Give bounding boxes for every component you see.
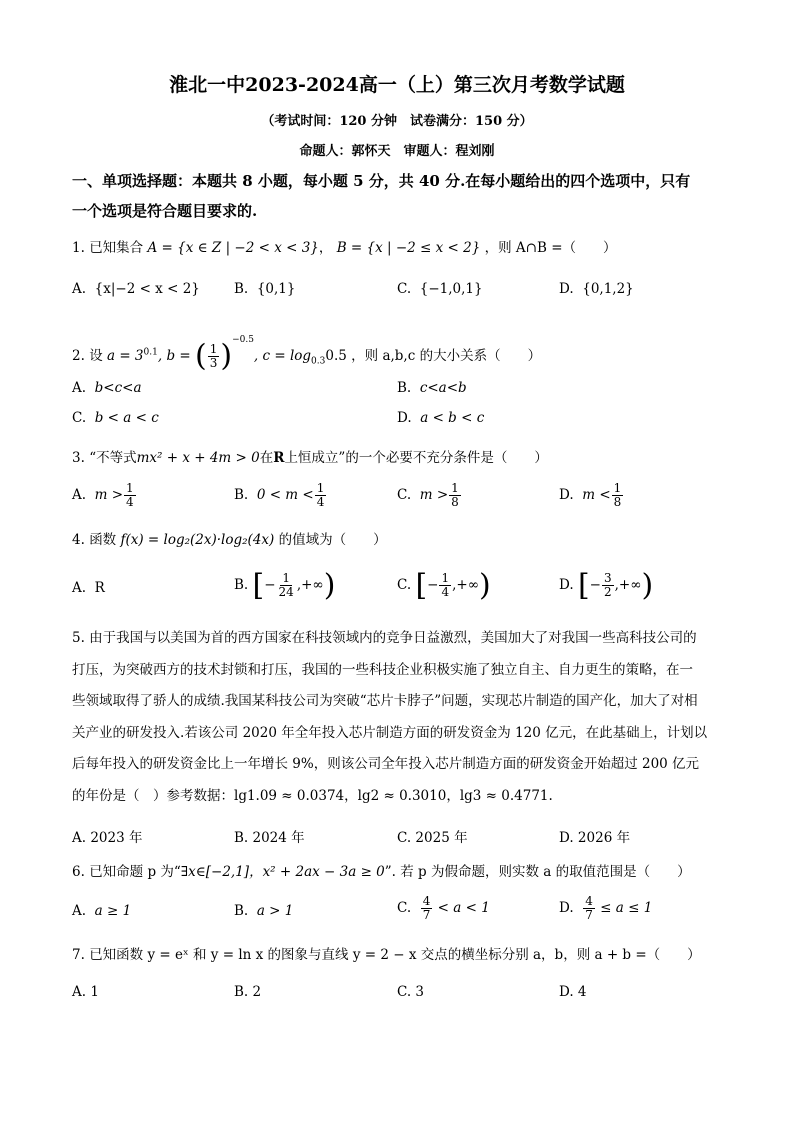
expr-a: a = 3 — [106, 348, 144, 364]
section-heading-line1: 一、单项选择题：本题共 8 小题，每小题 5 分，共 40 分.在每小题给出的四个选项中，只有 — [72, 172, 691, 190]
q4-option-b: B. [− $\frac{1}{24}$ ,+∞) — [234, 568, 336, 603]
question-text: 函数 — [89, 532, 117, 548]
q6-option-a: A. a ≥ 1 — [72, 903, 132, 919]
real-set: R — [273, 450, 285, 466]
q7-option-b: B. 2 — [234, 984, 262, 1000]
page-title: 淮北一中2023-2024高一（上）第三次月考数学试题 — [169, 74, 625, 96]
q2-option-c: C. b < a < c — [72, 410, 159, 426]
question-number: 4. — [72, 532, 85, 548]
question-ask: ，则 a,b,c 的大小关系（ ） — [351, 348, 542, 364]
q3-option-c: C. m > $\frac{1}{8}$ — [397, 481, 459, 509]
log-base: 0.3 — [311, 356, 326, 367]
question-number: 7. — [72, 947, 85, 963]
exam-authors: 命题人：郭怀天 审题人：程刘刚 — [299, 144, 495, 159]
question-text: “不等式 — [89, 450, 137, 466]
exam-meta: （考试时间：120 分钟 试卷满分：150 分） — [261, 114, 533, 129]
question-ask: ，则 A∩B =（ ） — [484, 240, 617, 256]
q3-option-b: B. 0 < m < $\frac{1}{4}$ — [234, 481, 325, 509]
set-b: B = {x | −2 ≤ x < 2} — [336, 240, 481, 256]
expr-b: , b = — [157, 348, 191, 364]
option-value: {−1,0,1} — [419, 281, 483, 297]
q1-option-c: C. {−1,0,1} — [397, 281, 483, 297]
question-1 — [72, 238, 617, 258]
question-text: 已知函数 y = eˣ 和 y = ln x 的图象与直线 y = 2 − x 交点的横坐标分别 a，b，则 a + b =（ ） — [89, 947, 701, 963]
fraction: $\frac{1}{3}$ — [209, 342, 218, 370]
expr-c: , c = log — [253, 348, 312, 364]
question-2 — [72, 320, 541, 382]
question-number: 6. — [72, 864, 85, 880]
exponent: 0.1 — [143, 347, 158, 358]
question-3: 3. “不等式mx² + x + 4m > 0在R上恒成立”的一个必要不充分条件是（ ） — [72, 450, 548, 466]
question-text: 设 — [89, 348, 103, 364]
q7-option-a: A. 1 — [72, 984, 99, 1000]
paren-close: ) — [220, 338, 233, 374]
option-value: {0,1} — [256, 281, 296, 297]
q5-option-a: A. 2023 年 — [72, 830, 143, 846]
q1-option-d: D. {0,1,2} — [559, 281, 634, 297]
q6-option-d: D. $\frac{4}{7}$ ≤ a ≤ 1 — [559, 894, 653, 922]
section-heading-line2: 一个选项是符合题目要求的. — [72, 202, 258, 220]
q7-option-c: C. 3 — [397, 984, 425, 1000]
paren-open: ( — [194, 338, 207, 374]
q4-option-c: C. [− $\frac{1}{4}$ ,+∞) — [397, 568, 491, 603]
q3-option-a: A. m > $\frac{1}{4}$ — [72, 481, 134, 509]
question-text: 已知命题 p 为“ — [89, 864, 181, 880]
question-number: 3. — [72, 450, 85, 466]
question-7 — [72, 945, 701, 965]
q3-option-d: D. m < $\frac{1}{8}$ — [559, 481, 622, 509]
question-number: 1. — [72, 240, 85, 256]
q5-option-b: B. 2024 年 — [234, 830, 305, 846]
q2-option-b: B. c<a<b — [397, 380, 467, 396]
inequality: mx² + x + 4m > 0 — [136, 450, 260, 466]
q2-option-a: A. b<c<a — [72, 380, 142, 396]
separator: ， — [318, 240, 333, 256]
q1-option-a: A. {x|−2 < x < 2} — [72, 281, 200, 297]
exponent: −0.5 — [232, 335, 254, 345]
q2-option-d: D. a < b < c — [397, 410, 485, 426]
option-value: {x|−2 < x < 2} — [94, 281, 200, 297]
function-expr: f(x) = log₂(2x)·log₂(4x) — [120, 532, 275, 548]
q4-option-d: D. [− $\frac{3}{2}$ ,+∞) — [559, 568, 654, 603]
question-6: 6. 已知命题 p 为“∃x∈[−2,1]，x² + 2ax − 3a ≥ 0”. 若 p 为假命题，则实数 a 的取值范围是（ ） — [72, 864, 691, 880]
q5-option-c: C. 2025 年 — [397, 830, 468, 846]
set-a: A = {x ∈ Z | −2 < x < 3} — [147, 240, 319, 256]
q4-option-a: A. R — [72, 580, 105, 596]
log-arg: 0.5 — [325, 348, 347, 364]
q5-option-d: D. 2026 年 — [559, 830, 631, 846]
q6-option-c: C. $\frac{4}{7}$ < a < 1 — [397, 894, 490, 922]
proposition-expr: ∃x∈[−2,1]，x² + 2ax − 3a ≥ 0 — [180, 864, 385, 880]
option-value: {0,1,2} — [582, 281, 634, 297]
q1-option-b: B. {0,1} — [234, 281, 296, 297]
question-text: 已知集合 — [89, 240, 144, 256]
q6-option-b: B. a > 1 — [234, 903, 294, 919]
question-ask: 的值域为（ ） — [278, 532, 387, 548]
question-5: 5. 由于我国与以美国为首的西方国家在科技领域内的竞争日益激烈，美国加大了对我国一些高科技公司的 打压，为突破西方的技术封锁和打压，我国的一些科技企业积极实施了独立自主、自力更生的策略，在一 些领域取得了骄人的成绩.我国某科技公司为突破“芯片卡脖子”问题，实现芯片制造的国产化，加大了对相 关产业的研发投入.若该公司 2020 年全年投入芯片制造方面的研发资金为 120 亿元，在此基础上，计划以 后每年投入的研发资金比上一年增长 9%，则该公司全年投入芯片制造方面的研发资金开始超过 200 亿元 的年份是（ ）参考数据：lg1.09 ≈ 0.0374，lg2 ≈ 0.3010，lg3 ≈ 0.4771. — [72, 630, 708, 804]
q7-option-d: D. 4 — [559, 984, 587, 1000]
question-4 — [72, 530, 387, 550]
question-number: 2. — [72, 348, 85, 364]
